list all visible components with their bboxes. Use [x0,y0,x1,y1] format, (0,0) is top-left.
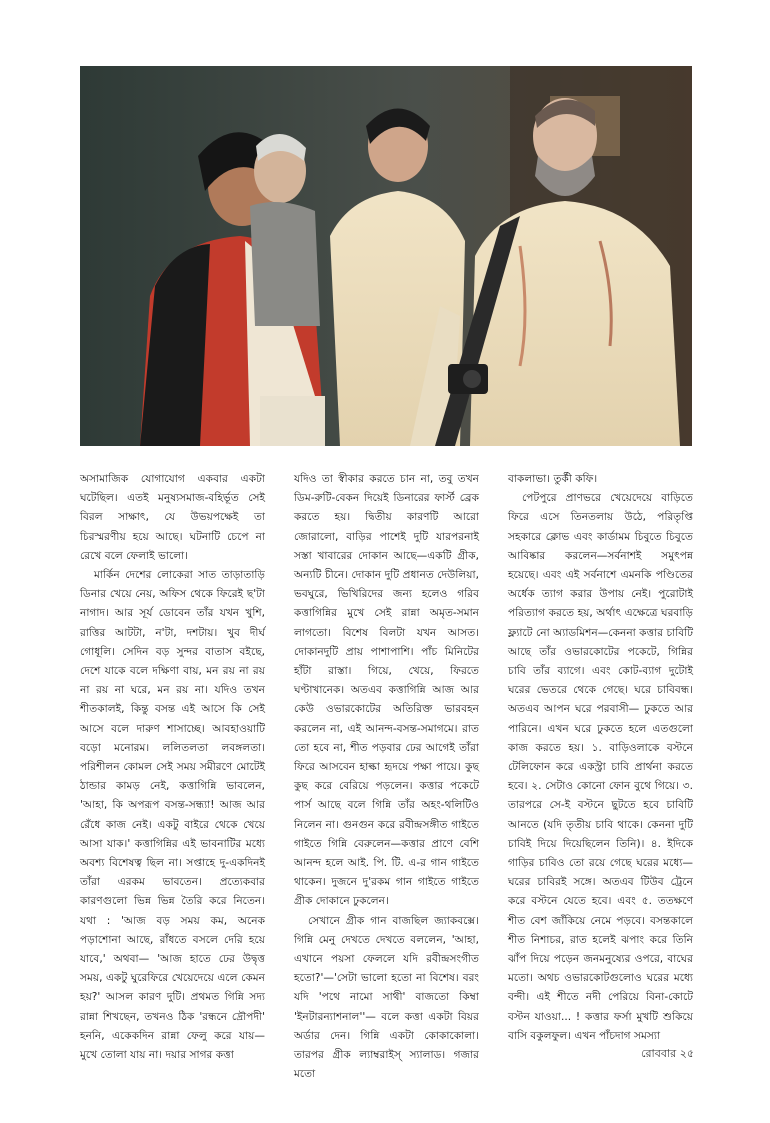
paragraph: বাকলাভা। তুর্কী কফি। [508,473,598,485]
paragraph: যদিও তা স্বীকার করতে চান না, তবু তখন ডিম-রুটি-বেকন দিয়েই ডিনারের ফার্স্ট ব্রেক করতে হয়। দ্বিতীয় কারণটি আরো জোরালো, বাড়ির পাশেই দুটি যারপরনাই সস্তা খাবারের দোকান আছে—একটি গ্রীক, অন্যটি চীনে। দোকান দুটি প্রধানত দেউলিয়া, ভবঘুরে, ভিখিরিদের জন্য হলেও গরিব কত্তাগিন্নির মুখে সেই রান্না অমৃত-সমান লাগতো। বিশেষ বিলটা যখন আসত। দোকানদুটি প্রায় পাশাপাশি। পাঁচ মিনিটের হাঁটা রাস্তা। গিয়ে, খেয়ে, ফিরতে ঘণ্টাখানেক। অতএব কত্তাগিন্নি আজ আর কেউ ওভারকোটের অতিরিক্ত ভারবহন করলেন না, এই আনন্দ-বসন্ত-সমাগমে। রাত তো হবে না, শীত পড়বার ঢের আগেই তাঁরা ফিরে আসবেন হাল্কা হৃদয়ে পক্ষা পায়ে। কুছ কুছ করে বেরিয়ে পড়লেন। কত্তার পকেটে পার্স আছে বলে গিন্নি তাঁর অহং-থলিটিও নিলেন না। গুনগুন করে রবীন্দ্রসঙ্গীত গাইতে গাইতে গিন্নি বেরুলেন—কত্তার প্রাণে বেশি আনন্দ হলে আই. পি. টি. এ-র গান গাইতে থাকেন। দুজনে দু'রকম গান গাইতে গাইতে গ্রীক দোকানে ঢুকলেন। [294,473,479,908]
paragraph: পেটপুরে প্রাণভরে খেয়েদেয়ে বাড়িতে ফিরে এসে তিনতলায় উঠে, পরিতৃপ্তি সহকারে ক্লোভ এবং কার্ডামম চিবুতে চিবুতে আবিষ্কার করলেন—সর্বনাশই সমুৎপন্ন হয়েছে। এবং এই সর্বনাশে এমনকি পণ্ডিতের অর্ধেক ত্যাগ করার উপায় নেই। পুরোটাই পরিত্যাগ করতে হয়, অর্থাৎ এক্ষেত্রে ঘরবাড়ি ফ্ল্যাটে নো অ্যাডমিশন—কেননা কত্তার চাবিটি আছে তাঁর ওভারকোটের পকেটে, গিন্নির চাবি তাঁর ব্যাগে। এবং কোট-ব্যাগ দুটোই ঘরের ভেতরে থেকে গেছে। ঘরে চাবিবন্ধ। অতএব আপন ঘরে পরবাসী— ঢুকতে আর পারিনে। এখন ঘরে ঢুকতে হলে এতগুলো কাজ করতে হয়। ১. বাড়িওলাকে বস্টনে টেলিফোন করে একস্ট্রা চাবি প্রার্থনা করতে হবে। ২. সেটাও কোনো ফোন বুথে গিয়ে। ৩. তারপরে সে-ই বস্টনে ছুটতে হবে চাবিটি আনতে (যদি তৃতীয় চাবি থাকে। কেননা দুটি চাবিই দিয়ে দিয়েছিলেন তিনি)। ৪. ইদিকে গাড়ির চাবিও তো রয়ে গেছে ঘরের মধ্যে—ঘরের চাবিরই সঙ্গে। অতএব টিউব ট্রেনে করে বস্টনে যেতে হবে। এবং ৫. ততক্ষণে শীত বেশ জাঁকিয়ে নেমে পড়বে। বসন্তকালে শীত নিশাচর, রাত হলেই ঝপাং করে তিনি ঝাঁপ দিয়ে পড়েন জনমনুষ্যের ওপরে, বাঘের মতো। অথচ ওভারকোটগুলোও ঘরের মধ্যে বন্দী। এই শীতে নদী পেরিয়ে বিনা-কোটে বস্টন যাওয়া... ! কত্তার ফর্সা মুখটি শুকিয়ে বাসি বকুলফুল। এখন পাঁচদাগ সমস্যা [508,492,693,1042]
article-column-2 [294,470,479,1081]
group-photograph [80,66,692,446]
paragraph: মার্কিন দেশের লোকেরা সাত তাড়াতাড়ি ডিনার খেয়ে নেয়, অফিস থেকে ফিরেই ছ'টা নাগাদ। আর সূর্য ডোবেন তাঁর যখন খুশি, রাত্তির আটটা, ন'টা, দশটায়। খুব দীর্ঘ গোধূলি। সেদিন বড় সুন্দর বাতাস বইছে, দেশে যাকে বলে দক্ষিণা বায়, মন রয় না রয় না রয় না ঘরে, মন রয় না। যদিও তখন শীতকালই, কিন্তু বসন্ত এই আসে কি সেই আসে বলে দারুণ শাসাচ্ছে। আবহাওয়াটি বড়ো মনোরম। ললিতলতা লবঙ্গলতা। পরিশীলন কোমল সেই সময় সমীরণে মোটেই ঠান্ডার কামড় নেই, কত্তাগিন্নি ভাবলেন, 'আহা, কি অপরূপ বসন্ত-সন্ধ্যা! আজ আর রেঁধে কাজ নেই। একটু বাইরে থেকে খেয়ে আসা যাক।' কত্তাগিন্নির এই ভাবনাটির মধ্যে অবশ্য বিশেষত্ব ছিল না। সপ্তাহে দু-একদিনই তাঁরা এরকম ভাবতেন। প্রত্যেকবার কারণগুলো ভিন্ন ভিন্ন তৈরি করে নিতেন। যথা : 'আজ বড় সময় কম, অনেক পড়াশোনা আছে, রাঁধতে বসলে দেরি হয়ে যাবে,' অথবা— 'আজ হাতে ঢের উদ্বৃত্ত সময়, একটু ঘুরেফিরে খেয়েদেয়ে এলে কেমন হয়?' আসল কারণ দুটি। প্রথমত গিন্নি সদ্য রান্না শিখছেন, তখনও ঠিক 'রন্ধনে দ্রৌপদী' হননি, একেকদিন রান্না ফেলু করে যায়— মুখে তোলা যায় না। দয়ার সাগর কত্তা [80,569,265,1062]
article-column-1 [80,470,265,1062]
page-footer: রোববার ২৫ [641,1047,694,1060]
article-column-3 [508,470,693,1040]
paragraph: সেখানে গ্রীক গান বাজছিল জ্যাকবক্সে। গিন্নি মেনু দেখতে দেখতে বললেন, 'আহা, এখানে পয়সা ফেললে যদি রবীন্দ্রসংগীত হতো?'—'সেটা ভালো হতো না বিশেষ। বরং যদি 'পথে নামো সাথী' বাজতো কিম্বা 'ইনটারন্যাশনাল''— বলে কত্তা একটা বিয়র অর্ডার দেন। গিন্নি একটা কোকাকোলা। তারপর গ্রীক ল্যাম্বরাইস্ স্যালাড। গজার মতো [294,914,479,1081]
paragraph: অসামাজিক যোগাযোগ একবার একটা ঘটেছিল। এতই মনুষ্যসমাজ-বহির্ভূত সেই বিরল সাক্ষাৎ, যে উভয়পক্ষেই তা চিরস্মরণীয় হয়ে আছে। ঘটনাটি চেপে না রেখে বলে ফেলাই ভালো। [80,473,265,562]
